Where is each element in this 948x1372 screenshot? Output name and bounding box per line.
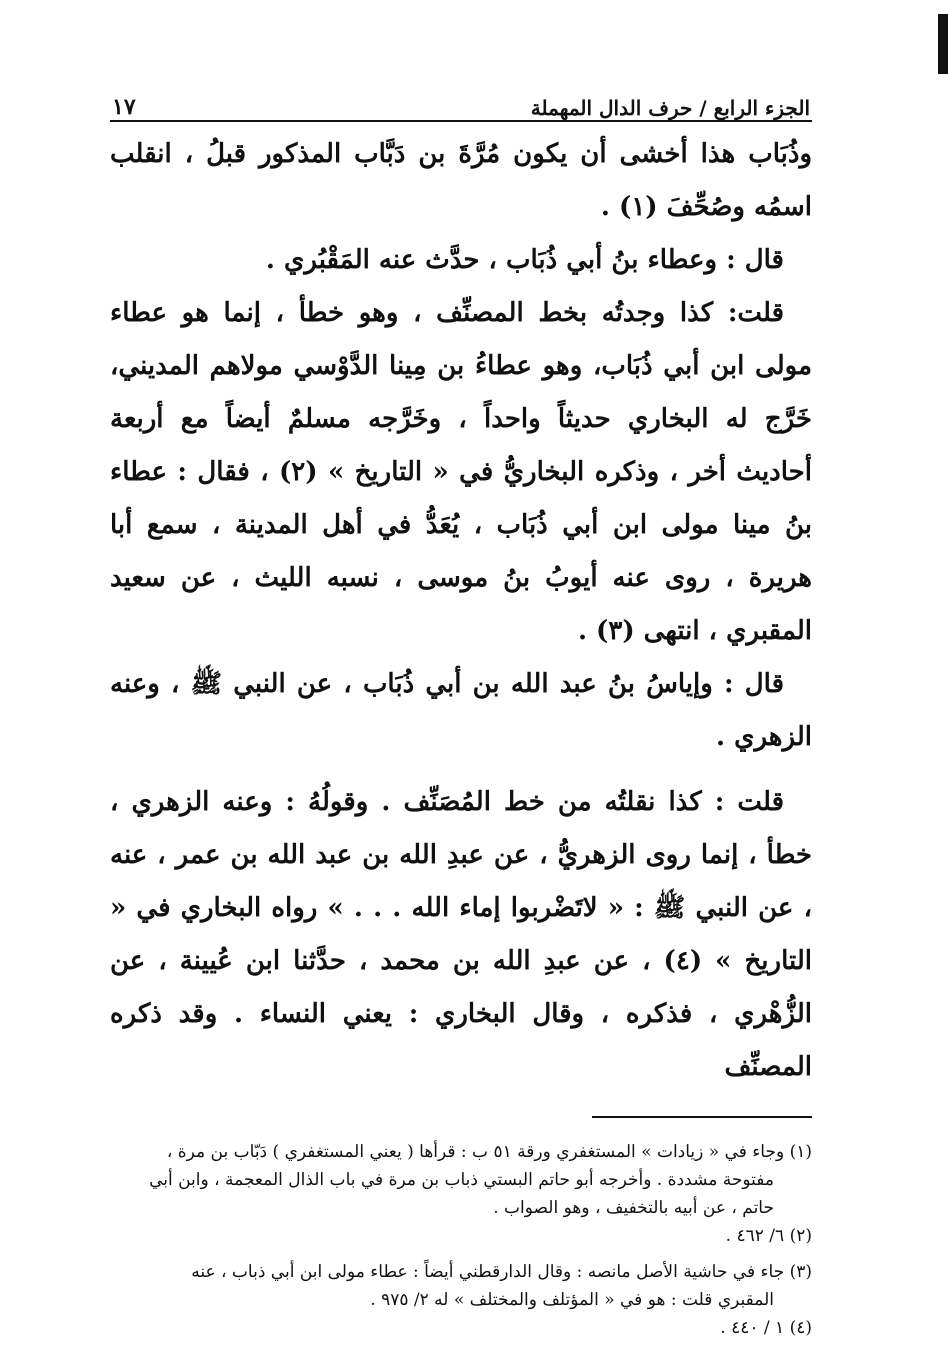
paragraph: قال : وإياسُ بنُ عبد الله بن أبي ذُبَاب ، عن النبي ﷺ ، وعنه الزهري .	[110, 669, 812, 752]
footnote-line: حاتم ، عن أبيه بالتخفيف ، وهو الصواب .	[493, 1198, 774, 1218]
footnote-line: وجاء في « زيادات » المستغفري ورقة ٥١ ب : قرأها ( يعني المستغفري ) دَبّاب بن مرة ،	[166, 1142, 785, 1162]
footnote-4	[110, 1314, 812, 1342]
running-header-title: الجزء الرابع / حرف الدال المهملة	[530, 96, 810, 120]
footnote-line: ١ / ٤٤٠ .	[720, 1318, 785, 1338]
footnote-2	[110, 1222, 812, 1250]
footnotes	[110, 1138, 812, 1342]
footnote-separator	[592, 1116, 812, 1118]
running-header	[110, 80, 812, 122]
paragraph: وذُبَاب هذا أخشى أن يكون مُرَّةَ بن دَبَّاب المذكور قبلُ ، انقلب اسمُه وصُحِّفَ (١) .	[110, 139, 812, 222]
paragraph: قلت: كذا وجدتُه بخط المصنِّف ، وهو خطأ ، إنما هو عطاء مولى ابن أبي ذُبَاب، وهو عطاءُ بن مِينا الدَّوْسي مولاهم المديني، خَرَّج له البخاري حديثاً واحداً ، وخَرَّجه مسلمٌ أيضاً مع أربعة أحاديث أخر ، وذكره البخاريُّ في « التاريخ » (٢) ، فقال : عطاء بنُ مينا مولى ابن أبي ذُبَاب ، يُعَدُّ في أهل المدينة ، سمع أبا هريرة ، روى عنه أيوبُ بنُ موسى ، نسبه الليث ، عن سعيد المقبري ، انتهى (٣) .	[110, 298, 812, 646]
scan-edge-mark	[938, 14, 948, 74]
book-page	[110, 80, 812, 1342]
footnote-number: (٢)	[789, 1226, 812, 1246]
footnote-1	[110, 1138, 812, 1222]
main-text	[110, 128, 812, 1094]
footnote-line: المقبري قلت : هو في « المؤتلف والمختلف » له ٢/ ٩٧٥ .	[370, 1290, 774, 1310]
footnote-line: مفتوحة مشددة . وأخرجه أبو حاتم البستي ذباب بن مرة في باب الذال المعجمة ، وابن أبي	[149, 1170, 774, 1190]
footnote-number: (٤)	[789, 1318, 812, 1338]
footnote-number: (١)	[789, 1142, 812, 1162]
footnote-3	[110, 1258, 812, 1314]
page-number: ١٧	[112, 94, 136, 120]
footnote-line: جاء في حاشية الأصل مانصه : وقال الدارقطني أيضاً : عطاء مولى ابن أبي ذباب ، عنه	[191, 1262, 785, 1282]
paragraph: قال : وعطاء بنُ أبي ذُبَاب ، حدَّث عنه المَقْبُري .	[265, 245, 784, 275]
footnote-number: (٣)	[789, 1262, 812, 1282]
footnote-line: ٦/ ٤٦٢ .	[725, 1226, 785, 1246]
paragraph: قلت : كذا نقلتُه من خط المُصَنِّف . وقولُهُ : وعنه الزهري ، خطأ ، إنما روى الزهريُّ ، عن عبدِ الله بن عبد الله بن عمر ، عنه ، عن النبي ﷺ : « لاتَضْربوا إماء الله . . . » رواه البخاري في « التاريخ » (٤) ، عن عبدِ الله بن محمد ، حدَّثنا ابن عُيينة ، عن الزُّهْري ، فذكره ، وقال البخاري : يعني النساء . وقد ذكره المصنِّف	[110, 787, 812, 1082]
